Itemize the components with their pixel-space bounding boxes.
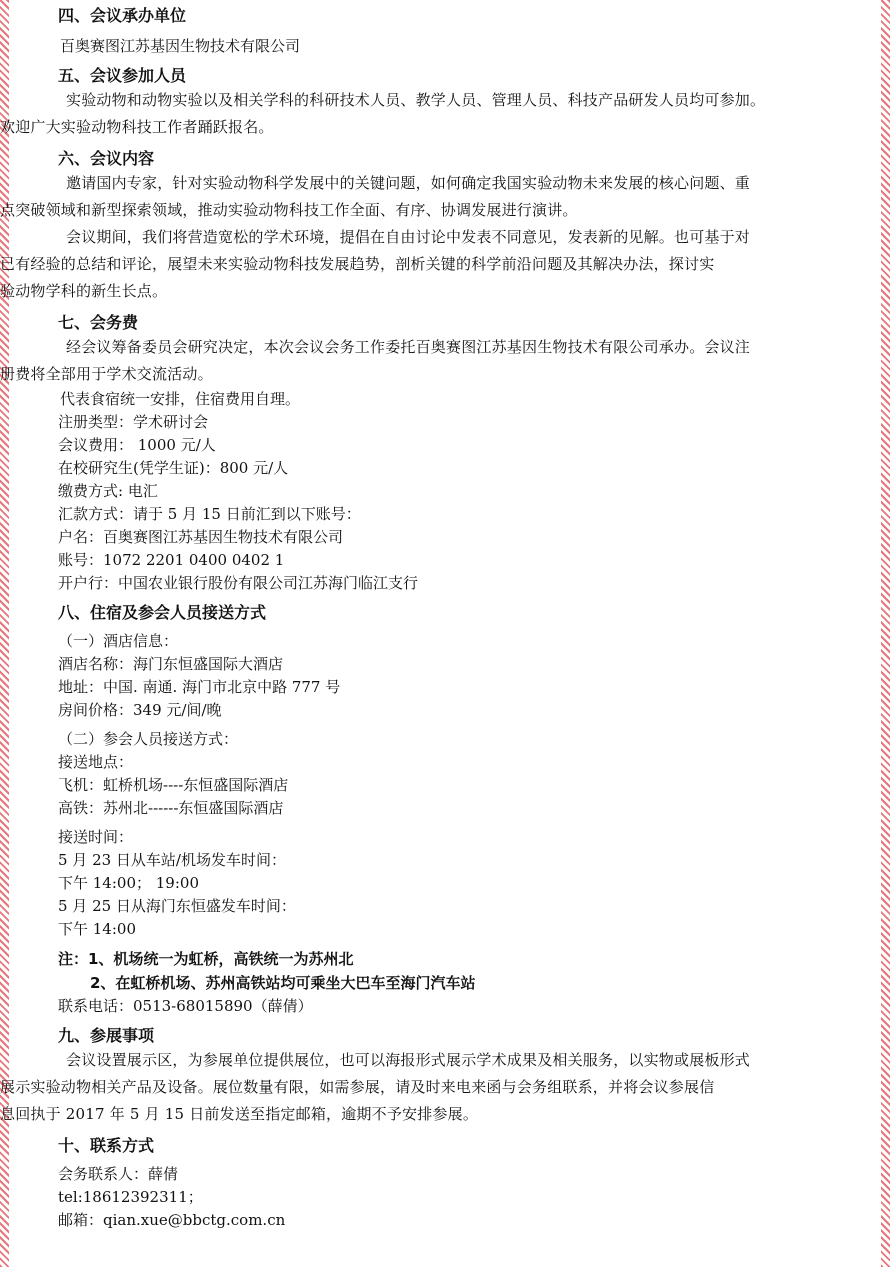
section-4-body: 百奥赛图江苏基因生物技术有限公司	[60, 37, 301, 55]
pickup-locations-label: 接送地点：	[58, 753, 134, 771]
section-6-paragraph-1	[0, 170, 870, 224]
payment-method: 缴费方式: 电汇	[58, 482, 158, 500]
accommodation-note: 代表食宿统一安排，住宿费用自理。	[60, 390, 301, 408]
student-fee: 在校研究生(凭学生证)：800 元/人	[58, 459, 289, 477]
section-4-title: 四、会议承办单位	[58, 6, 187, 25]
room-price: 房间价格：349 元/间/晚	[58, 701, 222, 719]
note-line-1: 注：1、机场统一为虹桥，高铁统一为苏州北	[58, 950, 354, 968]
hotel-name: 酒店名称：海门东恒盛国际大酒店	[58, 655, 284, 673]
pickup-may-25-time: 下午 14:00	[58, 920, 136, 938]
account-number: 账号：1072 2201 0400 0402 1	[58, 551, 285, 569]
section-10-title: 十、联系方式	[58, 1136, 155, 1155]
contact-phone: 联系电话：0513-68015890（薛倩）	[58, 997, 313, 1015]
paragraph-line: 会议设置展示区，为参展单位提供展位，也可以海报形式展示学术成果及相关服务，以实物或展板形式	[66, 1051, 751, 1069]
paragraph-line: 册费将全部用于学术交流活动。	[0, 365, 213, 383]
account-name: 户名：百奥赛图江苏基因生物技术有限公司	[58, 528, 344, 546]
registration-type: 注册类型：学术研讨会	[58, 413, 209, 431]
section-5-title: 五、会议参加人员	[58, 66, 187, 85]
paragraph-line: 经会议筹备委员会研究决定，本次会议会务工作委托百奥赛图江苏基因生物技术有限公司承办。会议注	[66, 338, 751, 356]
paragraph-line: 点突破领域和新型探索领域，推动实验动物科技工作全面、有序、协调发展进行演讲。	[0, 201, 578, 219]
pickup-may-23-label: 5 月 23 日从车站/机场发车时间：	[58, 851, 286, 869]
section-7-title: 七、会务费	[58, 313, 139, 332]
document-body	[0, 4, 870, 1232]
contact-person: 会务联系人：薛倩	[58, 1165, 179, 1183]
contact-email: 邮箱：qian.xue@bbctg.com.cn	[58, 1211, 286, 1229]
paragraph-line: 邀请国内专家，针对实验动物科学发展中的关键问题，如何确定我国实验动物未来发展的核心问题、重	[66, 174, 751, 192]
paragraph-line: 息回执于 2017 年 5 月 15 日前发送至指定邮箱，逾期不予安排参展。	[0, 1105, 479, 1123]
pickup-by-plane: 飞机：虹桥机场----东恒盛国际酒店	[58, 776, 289, 794]
conference-fee: 会议费用： 1000 元/人	[58, 436, 216, 454]
section-9-paragraph	[0, 1047, 870, 1128]
decorative-border-right	[881, 0, 890, 1267]
paragraph-line: 欢迎广大实验动物科技工作者踊跃报名。	[0, 118, 274, 136]
contact-tel: tel:18612392311；	[58, 1188, 203, 1206]
section-9-title: 九、参展事项	[58, 1026, 155, 1045]
paragraph-line: 展示实验动物相关产品及设备。展位数量有限，如需参展，请及时来电来函与会务组联系，并将会议参展信	[0, 1078, 715, 1096]
paragraph-line: 会议期间，我们将营造宽松的学术环境，提倡在自由讨论中发表不同意见，发表新的见解。也可基于对	[66, 228, 751, 246]
section-6-paragraph-2	[0, 224, 870, 305]
paragraph-line: 验动物学科的新生长点。	[0, 282, 168, 300]
pickup-may-23-times: 下午 14:00； 19:00	[58, 874, 199, 892]
hotel-info-heading: （一）酒店信息：	[58, 632, 179, 650]
paragraph-line: 已有经验的总结和评论，展望未来实验动物科技发展趋势，剖析关键的科学前沿问题及其解决办法，探讨实	[0, 255, 715, 273]
hotel-address: 地址：中国. 南通. 海门市北京中路 777 号	[58, 678, 341, 696]
pickup-by-train: 高铁：苏州北------东恒盛国际酒店	[58, 799, 284, 817]
transfer-heading: （二）参会人员接送方式：	[58, 730, 239, 748]
paragraph-line: 实验动物和动物实验以及相关学科的科研技术人员、教学人员、管理人员、科技产品研发人员均可参加。	[66, 91, 766, 109]
section-5-paragraph	[0, 87, 870, 141]
section-7-paragraph	[0, 334, 870, 388]
remittance-instructions: 汇款方式：请于 5 月 15 日前汇到以下账号：	[58, 505, 361, 523]
section-8-title: 八、住宿及参会人员接送方式	[58, 603, 267, 622]
bank-branch: 开户行：中国农业银行股份有限公司江苏海门临江支行	[58, 574, 419, 592]
pickup-times-label: 接送时间：	[58, 828, 134, 846]
note-line-2: 2、在虹桥机场、苏州高铁站均可乘坐大巴车至海门汽车站	[90, 974, 476, 992]
pickup-may-25-label: 5 月 25 日从海门东恒盛发车时间：	[58, 897, 296, 915]
section-6-title: 六、会议内容	[58, 149, 155, 168]
